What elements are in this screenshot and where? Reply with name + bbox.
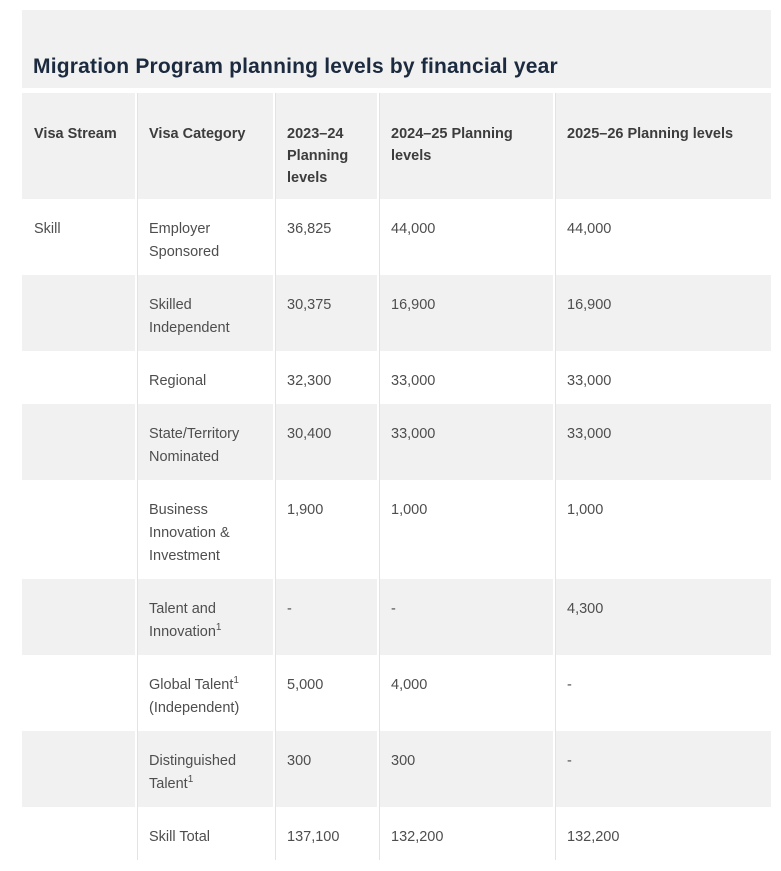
cell-2025-26: - [553, 731, 771, 807]
cell-visa-category [135, 579, 273, 655]
category-text: Skilled Independent [149, 297, 230, 336]
table-row [22, 480, 771, 579]
footnote-marker: 1 [187, 774, 194, 786]
category-text: Global Talent [149, 677, 234, 693]
cell-2023-24: 1,900 [273, 480, 377, 579]
cell-visa-category [135, 807, 273, 860]
cell-2025-26: 16,900 [553, 275, 771, 351]
cell-visa-stream [22, 655, 135, 731]
cell-2024-25: 4,000 [377, 655, 553, 731]
cell-2023-24: 30,375 [273, 275, 377, 351]
cell-2023-24: 5,000 [273, 655, 377, 731]
cell-visa-stream [22, 731, 135, 807]
table-row [22, 807, 771, 860]
category-text: Distinguished Talent [149, 753, 237, 792]
footnote-marker: 1 [215, 622, 222, 634]
cell-2024-25: 16,900 [377, 275, 553, 351]
cell-2023-24: 300 [273, 731, 377, 807]
cell-visa-stream [22, 480, 135, 579]
cell-visa-stream [22, 404, 135, 480]
table-row [22, 351, 771, 404]
cell-visa-category [135, 404, 273, 480]
planning-levels-table [22, 93, 771, 860]
cell-visa-category [135, 351, 273, 404]
cell-visa-stream: Skill [34, 221, 61, 237]
cell-2025-26: 33,000 [553, 404, 771, 480]
cell-2025-26: 132,200 [553, 807, 771, 860]
column-header-visa-stream: Visa Stream [22, 93, 135, 199]
table-row [22, 199, 771, 275]
column-header-2023-24: 2023–24 Planning levels [273, 93, 377, 199]
cell-2024-25: 132,200 [377, 807, 553, 860]
column-header-2025-26: 2025–26 Planning levels [553, 93, 771, 199]
cell-2025-26: 1,000 [553, 480, 771, 579]
page-title: Migration Program planning levels by financial year [33, 55, 558, 78]
cell-visa-category [135, 275, 273, 351]
cell-2023-24: 30,400 [273, 404, 377, 480]
cell-2024-25: - [377, 579, 553, 655]
table-row [22, 655, 771, 731]
cell-visa-stream [22, 807, 135, 860]
cell-2024-25: 33,000 [377, 404, 553, 480]
category-text: Regional [149, 373, 207, 389]
column-header-2024-25: 2024–25 Planning levels [377, 93, 553, 199]
category-text: Skill Total [149, 829, 210, 845]
cell-2024-25: 44,000 [377, 199, 553, 275]
table-row [22, 731, 771, 807]
table-row [22, 404, 771, 480]
category-text: Talent and Innovation [149, 601, 216, 640]
cell-2025-26: - [553, 655, 771, 731]
table-row [22, 579, 771, 655]
cell-2024-25: 33,000 [377, 351, 553, 404]
cell-2025-26: 33,000 [553, 351, 771, 404]
cell-2025-26: 4,300 [553, 579, 771, 655]
cell-visa-stream [22, 579, 135, 655]
cell-2023-24: 137,100 [273, 807, 377, 860]
column-header-visa-category: Visa Category [135, 93, 273, 199]
header-row [22, 93, 771, 199]
cell-visa-category [135, 199, 273, 275]
cell-2025-26: 44,000 [553, 199, 771, 275]
category-text: Business Innovation & Investment [149, 502, 230, 564]
cell-visa-stream [22, 275, 135, 351]
cell-2023-24: 36,825 [273, 199, 377, 275]
cell-visa-category [135, 480, 273, 579]
category-text: Employer Sponsored [149, 221, 220, 260]
cell-visa-stream [22, 351, 135, 404]
category-text: State/Territory Nominated [149, 426, 240, 465]
cell-2024-25: 300 [377, 731, 553, 807]
title-panel [22, 10, 771, 88]
cell-2023-24: - [273, 579, 377, 655]
cell-visa-category [135, 655, 273, 731]
table-row [22, 275, 771, 351]
cell-2024-25: 1,000 [377, 480, 553, 579]
category-suffix: (Independent) [149, 700, 240, 716]
cell-visa-category [135, 731, 273, 807]
footnote-marker: 1 [233, 675, 239, 687]
cell-2023-24: 32,300 [273, 351, 377, 404]
